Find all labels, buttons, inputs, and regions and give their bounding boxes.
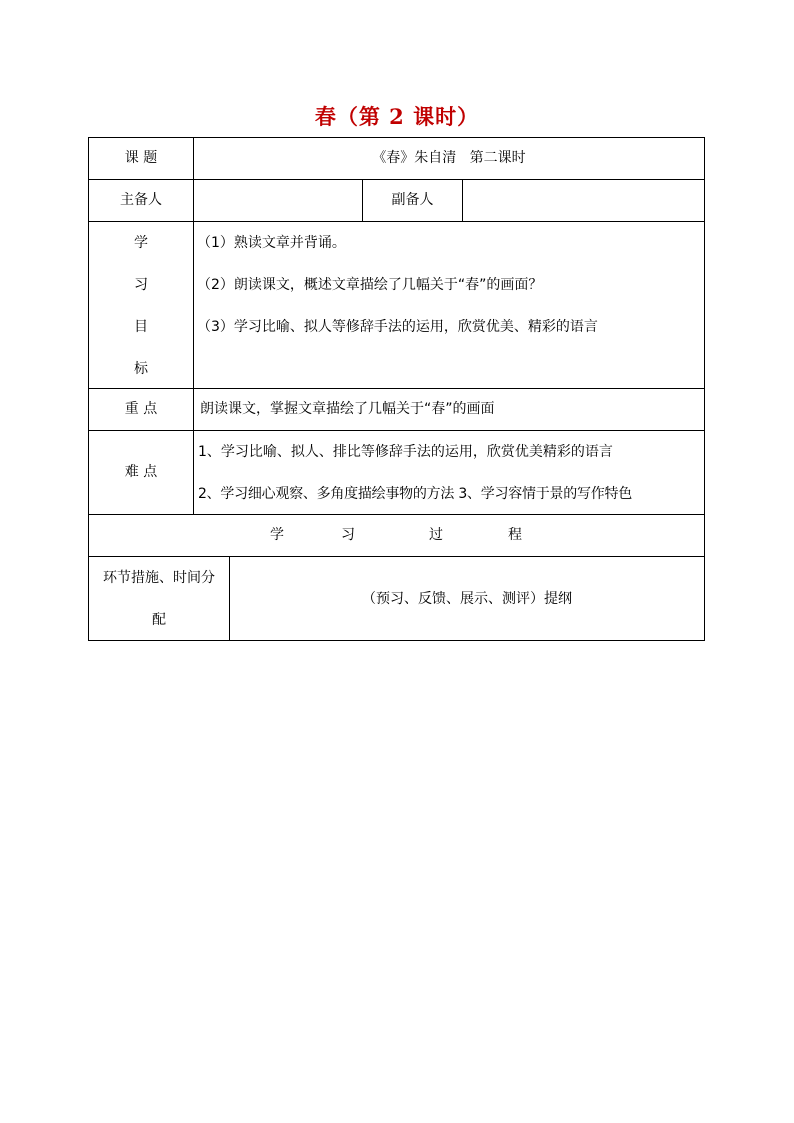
table-border <box>88 556 705 557</box>
objectives-label-char: 学 <box>134 235 148 251</box>
difficulty-line: 1、学习比喻、拟人、排比等修辞手法的运用，欣赏优美精彩的语言 <box>198 444 613 460</box>
objectives-label-char: 目 <box>134 319 148 335</box>
process-value: （预习、反馈、展示、测评）提纲 <box>362 591 572 607</box>
topic-value: 《春》朱自清 第二课时 <box>372 150 526 166</box>
page-title: 春（第 2 课时） <box>314 104 480 129</box>
process-label-line: 配 <box>152 612 166 628</box>
objective-item: （3）学习比喻、拟人等修辞手法的运用，欣赏优美、精彩的语言 <box>197 319 598 335</box>
table-border <box>88 388 705 389</box>
process-label-line: 环节措施、时间分 <box>103 570 215 586</box>
table-border <box>88 137 705 138</box>
table-border <box>88 179 705 180</box>
preparer-label: 主备人 <box>120 192 162 208</box>
difficulty-line: 2、学习细心观察、多角度描绘事物的方法 3、学习容情于景的写作特色 <box>198 486 633 502</box>
table-border <box>88 221 705 222</box>
process-header-char: 学 <box>270 527 284 543</box>
objectives-label-char: 习 <box>134 277 148 293</box>
table-border <box>88 640 705 641</box>
objective-item: （2）朗读课文，概述文章描绘了几幅关于“春”的画面？ <box>197 277 543 293</box>
deputy-preparer-label: 副备人 <box>391 192 434 208</box>
topic-label: 课 题 <box>124 150 158 166</box>
process-header-char: 习 <box>341 527 355 543</box>
key-points-label: 重 点 <box>124 401 158 417</box>
table-border <box>462 179 463 222</box>
process-header-char: 程 <box>508 527 522 543</box>
objectives-label-char: 标 <box>134 361 148 377</box>
table-border <box>88 514 705 515</box>
table-border <box>88 430 705 431</box>
process-header-char: 过 <box>429 527 443 543</box>
table-border <box>193 137 194 515</box>
key-points-value: 朗读课文，掌握文章描绘了几幅关于“春”的画面 <box>200 401 495 417</box>
objective-item: （1）熟读文章并背诵。 <box>197 235 346 251</box>
table-border <box>88 137 89 641</box>
difficulties-label: 难 点 <box>124 464 158 480</box>
table-border <box>704 137 705 641</box>
